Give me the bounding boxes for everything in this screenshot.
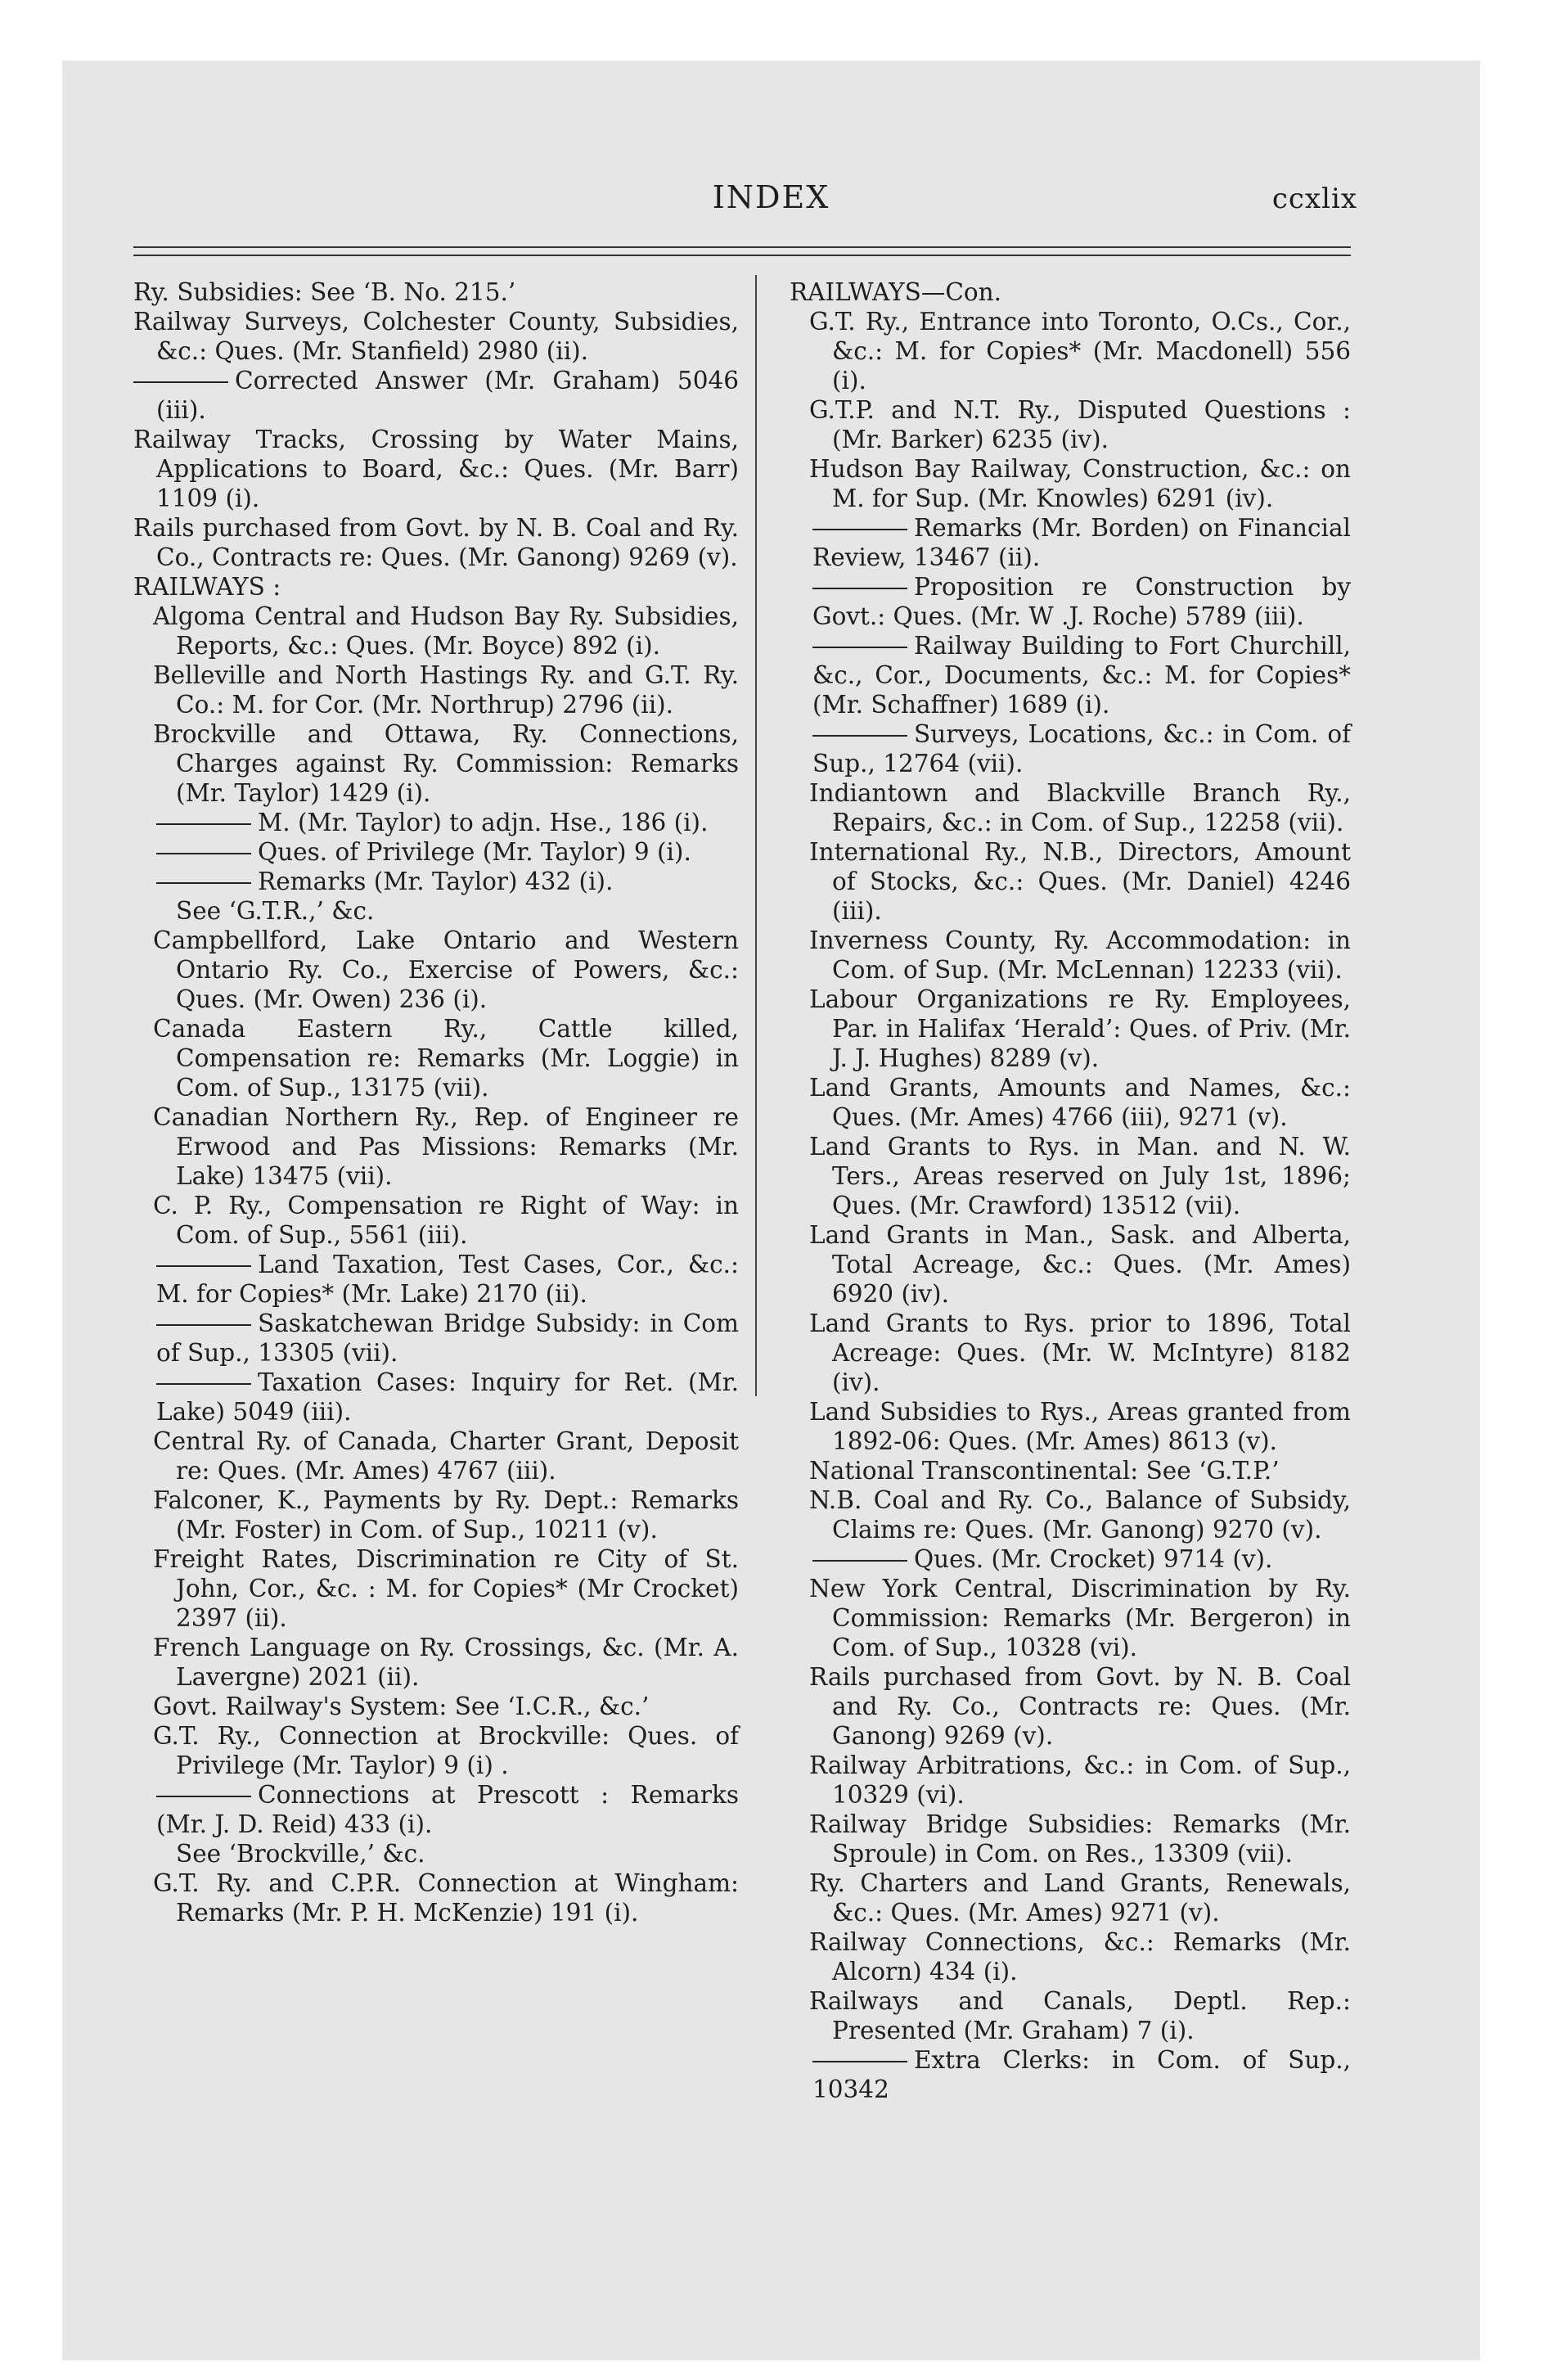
entry-text: Labour Organizations re Ry. Employees, Par. in Halifax ‘Herald’: Ques. of Priv. (Mr. J. J. Hughes) 8289 (v). — [809, 985, 1351, 1072]
ditto-rule — [156, 853, 251, 854]
entry-text: RAILWAYS—Con. — [790, 278, 1002, 306]
entry-text: Remarks (Mr. Borden) on Financial Review, 13467 (ii). — [812, 514, 1351, 571]
index-entry — [790, 1662, 1351, 1751]
entry-text: Railway Connections, &c.: Remarks (Mr. Alcorn) 434 (i). — [809, 1928, 1351, 1986]
index-entry — [133, 1780, 739, 1839]
entry-text: Belleville and North Hastings Ry. and G.T. Ry. Co.: M. for Cor. (Mr. Northrup) 2796 (ii). — [153, 661, 739, 719]
index-entry — [133, 1868, 739, 1927]
entry-text: Railway Bridge Subsidies: Remarks (Mr. Sproule) in Com. on Res., 13309 (vii). — [809, 1810, 1351, 1868]
entry-text: Extra Clerks: in Com. of Sup., 10342 — [812, 2046, 1351, 2103]
index-entry — [133, 926, 739, 1014]
ditto-rule — [812, 2061, 907, 2062]
entry-text: Canadian Northern Ry., Rep. of Engineer re Erwood and Pas Missions: Remarks (Mr. Lake) 13475 (vii). — [153, 1103, 739, 1190]
index-entry — [133, 1191, 739, 1250]
entry-text: Central Ry. of Canada, Charter Grant, Deposit re: Ques. (Mr. Ames) 4767 (iii). — [153, 1427, 739, 1485]
ditto-rule — [812, 588, 907, 589]
index-entry — [790, 1574, 1351, 1662]
index-entry — [133, 808, 739, 837]
entry-text: G.T. Ry., Connection at Brockville: Ques. of Privilege (Mr. Taylor) 9 (i) . — [153, 1722, 739, 1779]
index-entry — [133, 1014, 739, 1102]
index-entry — [790, 2045, 1351, 2104]
ditto-rule — [156, 823, 251, 825]
index-entry — [133, 660, 739, 719]
index-entry — [790, 1485, 1351, 1544]
entry-text: Railway Tracks, Crossing by Water Mains, Applications to Board, &c.: Ques. (Mr. Barr) 1109 (i). — [133, 426, 739, 512]
index-entry — [790, 1073, 1351, 1132]
entry-text: Brockville and Ottawa, Ry. Connections, Charges against Ry. Commission: Remarks (Mr. Taylor) 1429 (i). — [153, 720, 739, 807]
index-entry — [133, 1692, 739, 1721]
index-entry — [133, 366, 739, 425]
entry-text: Rails purchased from Govt. by N. B. Coal and Ry. Co., Contracts re: Ques. (Mr. Ganong) 9269 (v). — [809, 1663, 1351, 1750]
index-entry — [133, 1485, 739, 1544]
entry-text: Taxation Cases: Inquiry for Ret. (Mr. Lake) 5049 (iii). — [156, 1368, 739, 1426]
entry-text: Land Grants to Rys. in Man. and N. W. Ters., Areas reserved on July 1st, 1896; Ques. (Mr. Crawford) 13512 (vii). — [809, 1133, 1351, 1219]
section-heading — [790, 277, 1351, 307]
entry-text: Land Grants to Rys. prior to 1896, Total Acreage: Ques. (Mr. W. McIntyre) 8182 (iv). — [809, 1309, 1351, 1396]
index-entry — [790, 1309, 1351, 1397]
entry-text: Canada Eastern Ry., Cattle killed, Compensation re: Remarks (Mr. Loggie) in Com. of Sup., 13175 (vii). — [153, 1015, 739, 1102]
index-entry — [790, 985, 1351, 1073]
entry-text: Falconer, K., Payments by Ry. Dept.: Remarks (Mr. Foster) in Com. of Sup., 10211 (v). — [153, 1486, 739, 1544]
index-entry — [790, 778, 1351, 837]
entry-text: National Transcontinental: See ‘G.T.P.’ — [809, 1457, 1280, 1485]
entry-text: Land Taxation, Test Cases, Cor., &c.: M. for Copies* (Mr. Lake) 2170 (ii). — [156, 1251, 739, 1308]
column-divider — [755, 275, 757, 1396]
index-entry — [133, 719, 739, 808]
entry-text: New York Central, Discrimination by Ry. Commission: Remarks (Mr. Bergeron) in Com. of Sup., 10328 (vi). — [809, 1575, 1351, 1661]
entry-text: Govt. Railway's System: See ‘I.C.R., &c.’ — [153, 1693, 650, 1720]
index-entry — [133, 837, 739, 867]
index-entry — [133, 1544, 739, 1633]
index-entry — [790, 631, 1351, 719]
index-entry — [133, 1309, 739, 1368]
index-entry — [133, 896, 739, 926]
entry-text: International Ry., N.B., Directors, Amount of Stocks, &c.: Ques. (Mr. Daniel) 4246 (iii). — [809, 838, 1351, 925]
entry-text: Railway Arbitrations, &c.: in Com. of Sup., 10329 (vi). — [809, 1751, 1351, 1809]
index-entry — [133, 1839, 739, 1868]
entry-text: Ry. Charters and Land Grants, Renewals, &c.: Ques. (Mr. Ames) 9271 (v). — [809, 1869, 1351, 1927]
ditto-rule — [812, 529, 907, 530]
index-entry — [790, 1986, 1351, 2045]
entry-text: Connections at Prescott : Remarks (Mr. J. D. Reid) 433 (i). — [156, 1781, 739, 1838]
index-entry — [790, 1397, 1351, 1456]
entry-text: Ry. Subsidies: See ‘B. No. 215.’ — [133, 278, 516, 306]
entry-text: G.T. Ry. and C.P.R. Connection at Wingham: Remarks (Mr. P. H. McKenzie) 191 (i). — [153, 1869, 739, 1927]
entry-text: Rails purchased from Govt. by N. B. Coal and Ry. Co., Contracts re: Ques. (Mr. Ganong) 9269 (v). — [133, 514, 739, 571]
index-entry — [790, 454, 1351, 513]
header-rule — [133, 246, 1351, 256]
index-entry — [790, 1456, 1351, 1485]
ditto-rule — [156, 1796, 251, 1797]
entry-text: RAILWAYS : — [133, 573, 281, 601]
index-entry — [790, 572, 1351, 631]
entry-text: Ques. of Privilege (Mr. Taylor) 9 (i). — [258, 838, 691, 866]
index-entry — [790, 1810, 1351, 1868]
ditto-rule — [812, 647, 907, 648]
entry-text: N.B. Coal and Ry. Co., Balance of Subsidy, Claims re: Ques. (Mr. Ganong) 9270 (v). — [809, 1486, 1351, 1544]
ditto-rule — [812, 735, 907, 737]
index-entry — [790, 1132, 1351, 1220]
ditto-rule — [156, 1383, 251, 1385]
index-entry — [133, 602, 739, 660]
index-entry — [790, 1544, 1351, 1574]
left-column — [133, 277, 739, 1927]
section-heading — [133, 572, 739, 602]
entry-text: Railway Surveys, Colchester County, Subsidies, &c.: Ques. (Mr. Stanfield) 2980 (ii). — [133, 308, 739, 365]
page-title: INDEX — [712, 179, 830, 215]
entry-text: Corrected Answer (Mr. Graham) 5046 (iii). — [156, 367, 739, 424]
index-entry — [133, 1721, 739, 1780]
index-page — [62, 61, 1480, 2360]
entry-text: Land Subsidies to Rys., Areas granted from 1892-06: Ques. (Mr. Ames) 8613 (v). — [809, 1398, 1351, 1455]
ditto-rule — [156, 882, 251, 884]
right-column — [790, 277, 1351, 2104]
entry-text: Railway Building to Fort Churchill, &c., Cor., Documents, &c.: M. for Copies* (Mr. Schaffner) 1689 (i). — [812, 632, 1351, 719]
index-entry — [133, 1633, 739, 1692]
entry-text: Remarks (Mr. Taylor) 432 (i). — [258, 868, 614, 895]
index-entry — [133, 1368, 739, 1427]
index-entry — [790, 837, 1351, 926]
index-entry — [790, 926, 1351, 985]
index-entry — [790, 513, 1351, 572]
index-entry — [790, 1868, 1351, 1927]
index-entry — [790, 1751, 1351, 1810]
index-entry — [133, 1427, 739, 1485]
ditto-rule — [156, 1265, 251, 1267]
entry-text: See ‘Brockville,’ &c. — [176, 1840, 425, 1868]
entry-text: Freight Rates, Discrimination re City of St. John, Cor., &c. : M. for Copies* (Mr Crocket) 2397 (ii). — [153, 1545, 739, 1632]
index-entry — [133, 867, 739, 896]
entry-text: Proposition re Construction by Govt.: Ques. (Mr. W .J. Roche) 5789 (iii). — [812, 573, 1351, 630]
ditto-rule — [812, 1560, 907, 1562]
index-entry — [790, 1220, 1351, 1309]
index-entry — [790, 307, 1351, 395]
page-number: ccxlix — [1271, 183, 1357, 215]
index-entry — [790, 395, 1351, 454]
entry-text: Railways and Canals, Deptl. Rep.: Presented (Mr. Graham) 7 (i). — [809, 1987, 1351, 2044]
entry-text: Land Grants, Amounts and Names, &c.: Ques. (Mr. Ames) 4766 (iii), 9271 (v). — [809, 1074, 1351, 1131]
entry-text: Saskatchewan Bridge Subsidy: in Com of Sup., 13305 (vii). — [156, 1309, 739, 1367]
entry-text: Campbellford, Lake Ontario and Western Ontario Ry. Co., Exercise of Powers, &c.: Ques. (Mr. Owen) 236 (i). — [153, 926, 739, 1013]
index-entry — [790, 719, 1351, 778]
ditto-rule — [133, 381, 228, 383]
entry-text: M. (Mr. Taylor) to adjn. Hse., 186 (i). — [258, 809, 709, 836]
index-entry — [133, 513, 739, 572]
index-entry — [133, 1102, 739, 1191]
entry-text: Land Grants in Man., Sask. and Alberta, Total Acreage, &c.: Ques. (Mr. Ames) 6920 (iv). — [809, 1221, 1351, 1308]
entry-text: G.T.P. and N.T. Ry., Disputed Questions : (Mr. Barker) 6235 (iv). — [809, 396, 1351, 453]
index-entry — [790, 1927, 1351, 1986]
entry-text: C. P. Ry., Compensation re Right of Way: in Com. of Sup., 5561 (iii). — [153, 1192, 739, 1249]
entry-text: See ‘G.T.R.,’ &c. — [176, 897, 375, 925]
index-entry — [133, 307, 739, 366]
entry-text: French Language on Ry. Crossings, &c. (Mr. A. Lavergne) 2021 (ii). — [153, 1634, 739, 1691]
index-entry — [133, 425, 739, 513]
entry-text: Ques. (Mr. Crocket) 9714 (v). — [914, 1545, 1273, 1573]
ditto-rule — [156, 1324, 251, 1326]
index-entry — [133, 1250, 739, 1309]
entry-text: Hudson Bay Railway, Construction, &c.: on M. for Sup. (Mr. Knowles) 6291 (iv). — [809, 455, 1351, 512]
entry-text: G.T. Ry., Entrance into Toronto, O.Cs., Cor., &c.: M. for Copies* (Mr. Macdonell) 556 (i). — [809, 308, 1351, 394]
entry-text: Algoma Central and Hudson Bay Ry. Subsidies, Reports, &c.: Ques. (Mr. Boyce) 892 (i). — [153, 602, 739, 660]
index-entry — [133, 277, 739, 307]
entry-text: Inverness County, Ry. Accommodation: in Com. of Sup. (Mr. McLennan) 12233 (vii). — [809, 926, 1351, 984]
page-header — [62, 179, 1480, 228]
entry-text: Indiantown and Blackville Branch Ry., Repairs, &c.: in Com. of Sup., 12258 (vii). — [809, 779, 1351, 836]
entry-text: Surveys, Locations, &c.: in Com. of Sup., 12764 (vii). — [812, 720, 1351, 778]
